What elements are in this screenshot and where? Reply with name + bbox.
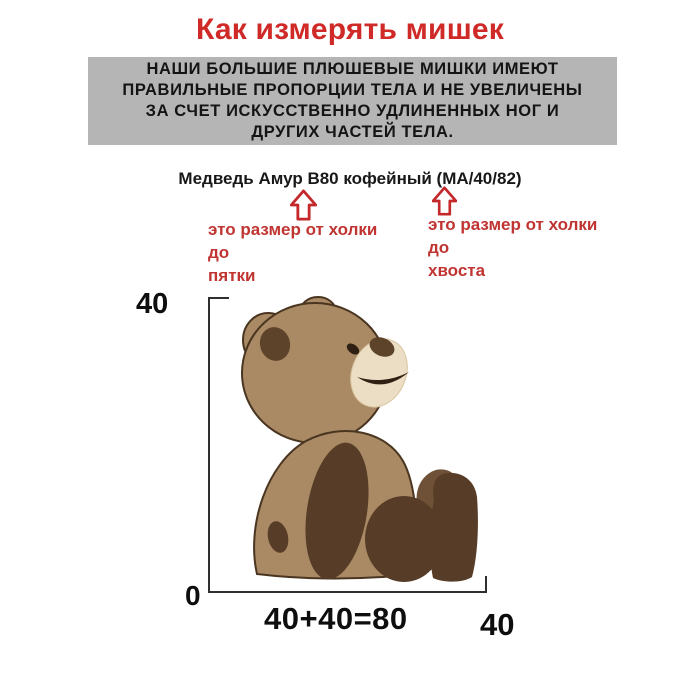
page-title: Как измерять мишек bbox=[195, 13, 505, 46]
banner-line: ДРУГИХ ЧАСТЕЙ ТЕЛА. bbox=[251, 123, 454, 141]
up-arrow-icon bbox=[432, 186, 457, 216]
height-measurement-label: 40 bbox=[136, 288, 169, 320]
annotation-withers-to-tail bbox=[428, 213, 613, 282]
up-arrow-icon bbox=[290, 189, 317, 221]
vertical-axis-line bbox=[208, 297, 210, 593]
intro-banner bbox=[88, 57, 617, 145]
banner-line: ПРАВИЛЬНЫЕ ПРОПОРЦИИ ТЕЛА И НЕ УВЕЛИЧЕНЫ bbox=[122, 81, 583, 99]
total-formula-label: 40+40=80 bbox=[264, 601, 408, 636]
annotation-line: хвоста bbox=[428, 261, 486, 280]
product-name-label: Медведь Амур В80 кофейный (МА/40/82) bbox=[178, 169, 522, 188]
annotation-withers-to-heel bbox=[208, 218, 393, 287]
annotation-line: пятки bbox=[208, 266, 256, 285]
annotation-line: это размер от холки до bbox=[428, 215, 598, 257]
teddy-bear-illustration bbox=[220, 283, 500, 603]
banner-line: ЗА СЧЕТ ИСКУССТВЕННО УДЛИНЕННЫХ НОГ И bbox=[145, 102, 560, 120]
annotation-line: это размер от холки до bbox=[208, 220, 378, 262]
length-measurement-label: 40 bbox=[480, 607, 515, 642]
bear-foot bbox=[430, 473, 478, 582]
origin-label: 0 bbox=[185, 580, 201, 611]
banner-line: НАШИ БОЛЬШИЕ ПЛЮШЕВЫЕ МИШКИ ИМЕЮТ bbox=[146, 60, 559, 78]
